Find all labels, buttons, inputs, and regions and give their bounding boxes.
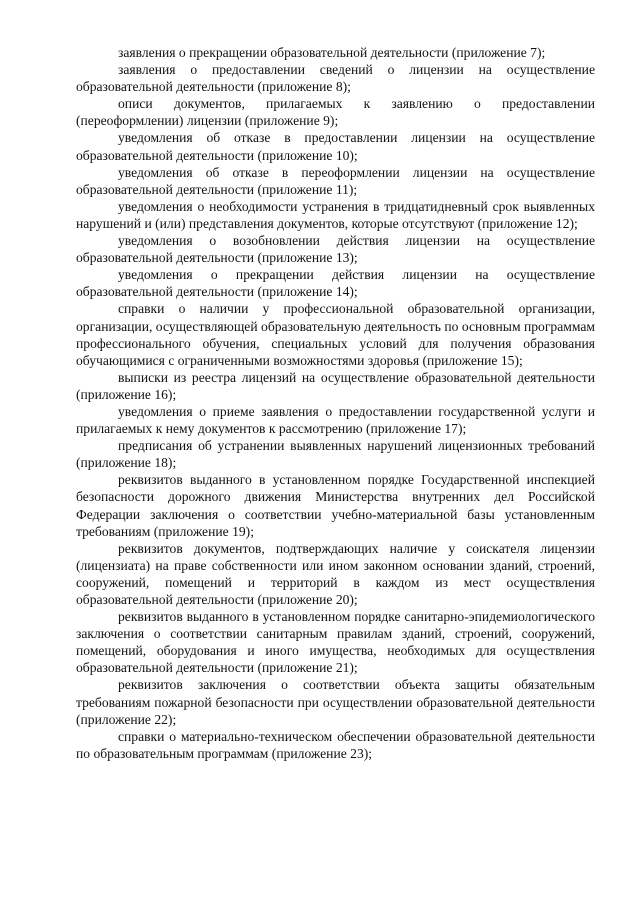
list-item: заявления о прекращении образовательной деятельности (приложение 7);: [118, 45, 546, 60]
list-item: справки о наличии у профессиональной образовательной организации, организации, осуществляющей образовательную деятельность по основным программам профессионального обучения, специальных условий для получения образования обучающимися с ограниченными возможностями здоровья (приложение 15);: [76, 301, 595, 368]
list-item: уведомления об отказе в переоформлении лицензии на осуществление образовательной деятельности (приложение 11);: [76, 164, 595, 197]
list-item: предписания об устранении выявленных нарушений лицензионных требований (приложение 18);: [76, 438, 595, 471]
list-item: выписки из реестра лицензий на осуществление образовательной деятельности (приложение 16);: [76, 369, 595, 402]
list-item: уведомления о приеме заявления о предоставлении государственной услуги и прилагаемых к нему документов к рассмотрению (приложение 17);: [76, 403, 595, 437]
list-item: заявления о предоставлении сведений о лицензии на осуществление образовательной деятельности (приложение 8);: [76, 62, 595, 95]
list-item: реквизитов выданного в установленном порядке Государственной инспекцией безопасности дорожного движения Министерства внутренних дел Российской Федерации заключения о соответствии учебно-материальной базы установленным требованиям (приложение 19);: [76, 472, 595, 539]
list-item: реквизитов документов, подтверждающих наличие у соискателя лицензии (лицензиата) на праве собственности или ином законном основании зданий, строений, сооружений, помещений и территорий в каждом из мест осуществления образовательной деятельности (приложение 20);: [76, 540, 595, 607]
list-item: реквизитов выданного в установленном порядке санитарно-эпидемиологического заключения о соответствии санитарным правилам зданий, строений, сооружений, помещений, оборудования и иного имущества, необходимых для осуществления образовательной деятельности (приложение 21);: [76, 609, 595, 676]
list-item: уведомления о прекращении действия лицензии на осуществление образовательной деятельности (приложение 14);: [76, 267, 595, 300]
list-item: справки о материально-техническом обеспечении образовательной деятельности по образовательным программам (приложение 23);: [76, 728, 595, 761]
list-item: уведомления о возобновлении действия лицензии на осуществление образовательной деятельности (приложение 13);: [76, 233, 595, 266]
list-item: реквизитов заключения о соответствии объекта защиты обязательным требованиям пожарной безопасности при осуществлении образовательной деятельности (приложение 22);: [76, 677, 595, 727]
list-item: уведомления об отказе в предоставлении лицензии на осуществление образовательной деятельности (приложение 10);: [76, 130, 595, 163]
list-item: описи документов, прилагаемых к заявлению о предоставлении (переоформлении) лицензии (приложение 9);: [76, 96, 595, 129]
list-item: уведомления о необходимости устранения в тридцатидневный срок выявленных нарушений и (или) представления документов, которые отсутствуют (приложение 12);: [76, 198, 595, 231]
